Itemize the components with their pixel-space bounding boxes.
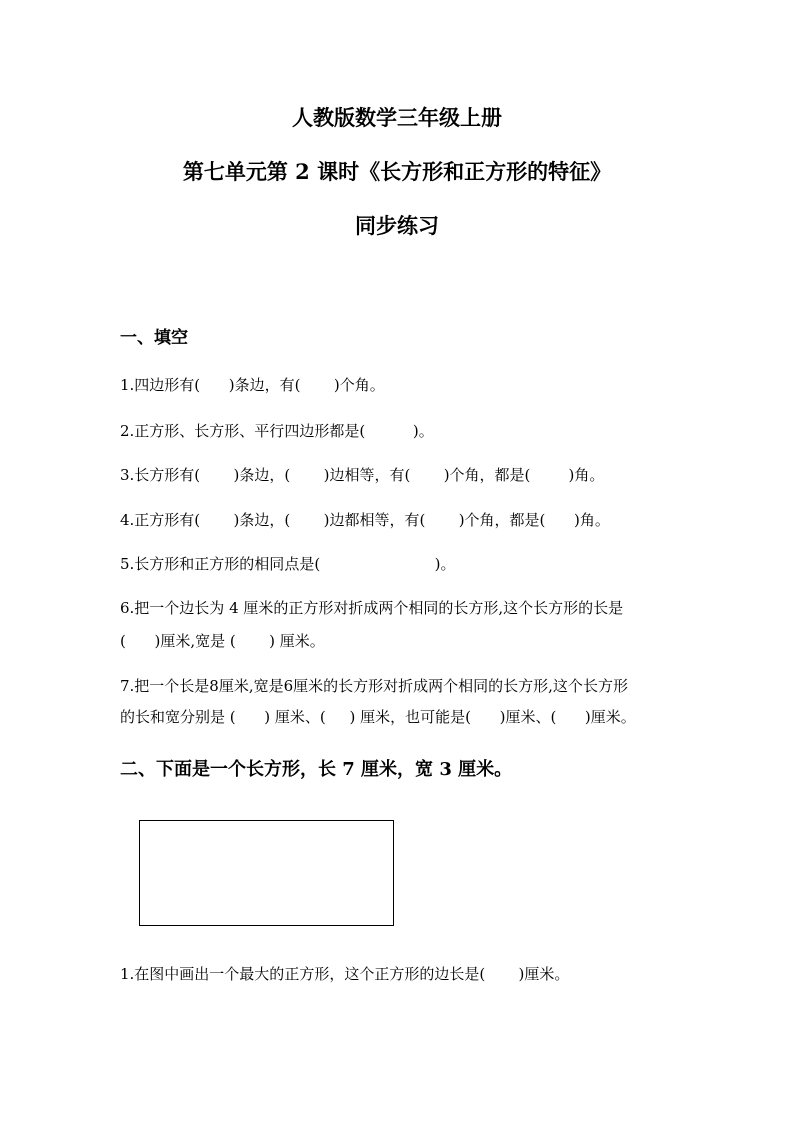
question-3: 3.长方形有( )条边，( )边相等，有( )个角，都是( )角。 <box>120 466 605 484</box>
question-7-line-2: 的长和宽分别是 ( ) 厘米、( ) 厘米，也可能是( )厘米、( )厘米。 <box>120 708 636 726</box>
document-title: 人教版数学三年级上册 <box>292 105 502 130</box>
section-1-heading: 一、填空 <box>120 328 188 348</box>
exercise-subtitle: 同步练习 <box>355 213 439 238</box>
question-4: 4.正方形有( )条边，( )边都相等，有( )个角，都是( )角。 <box>120 511 610 529</box>
question-7-line-1: 7.把一个长是8厘米,宽是6厘米的长方形对折成两个相同的长方形,这个长方形 <box>120 677 628 695</box>
question-2: 2.正方形、长方形、平行四边形都是( )。 <box>120 422 434 440</box>
question-6-line-1: 6.把一个边长为 4 厘米的正方形对折成两个相同的长方形,这个长方形的长是 <box>120 599 624 617</box>
question-5: 5.长方形和正方形的相同点是( )。 <box>120 555 456 573</box>
question-1: 1.四边形有( )条边，有( )个角。 <box>120 376 385 394</box>
section-2-question-1: 1.在图中画出一个最大的正方形，这个正方形的边长是( )厘米。 <box>120 965 570 983</box>
lesson-title: 第七单元第 2 课时《长方形和正方形的特征》 <box>182 159 612 184</box>
section-2-heading: 二、下面是一个长方形，长 7 厘米，宽 3 厘米。 <box>120 759 513 780</box>
rectangle-figure <box>139 820 394 926</box>
question-6-line-2: ( )厘米,宽是 ( ) 厘米。 <box>120 632 325 650</box>
